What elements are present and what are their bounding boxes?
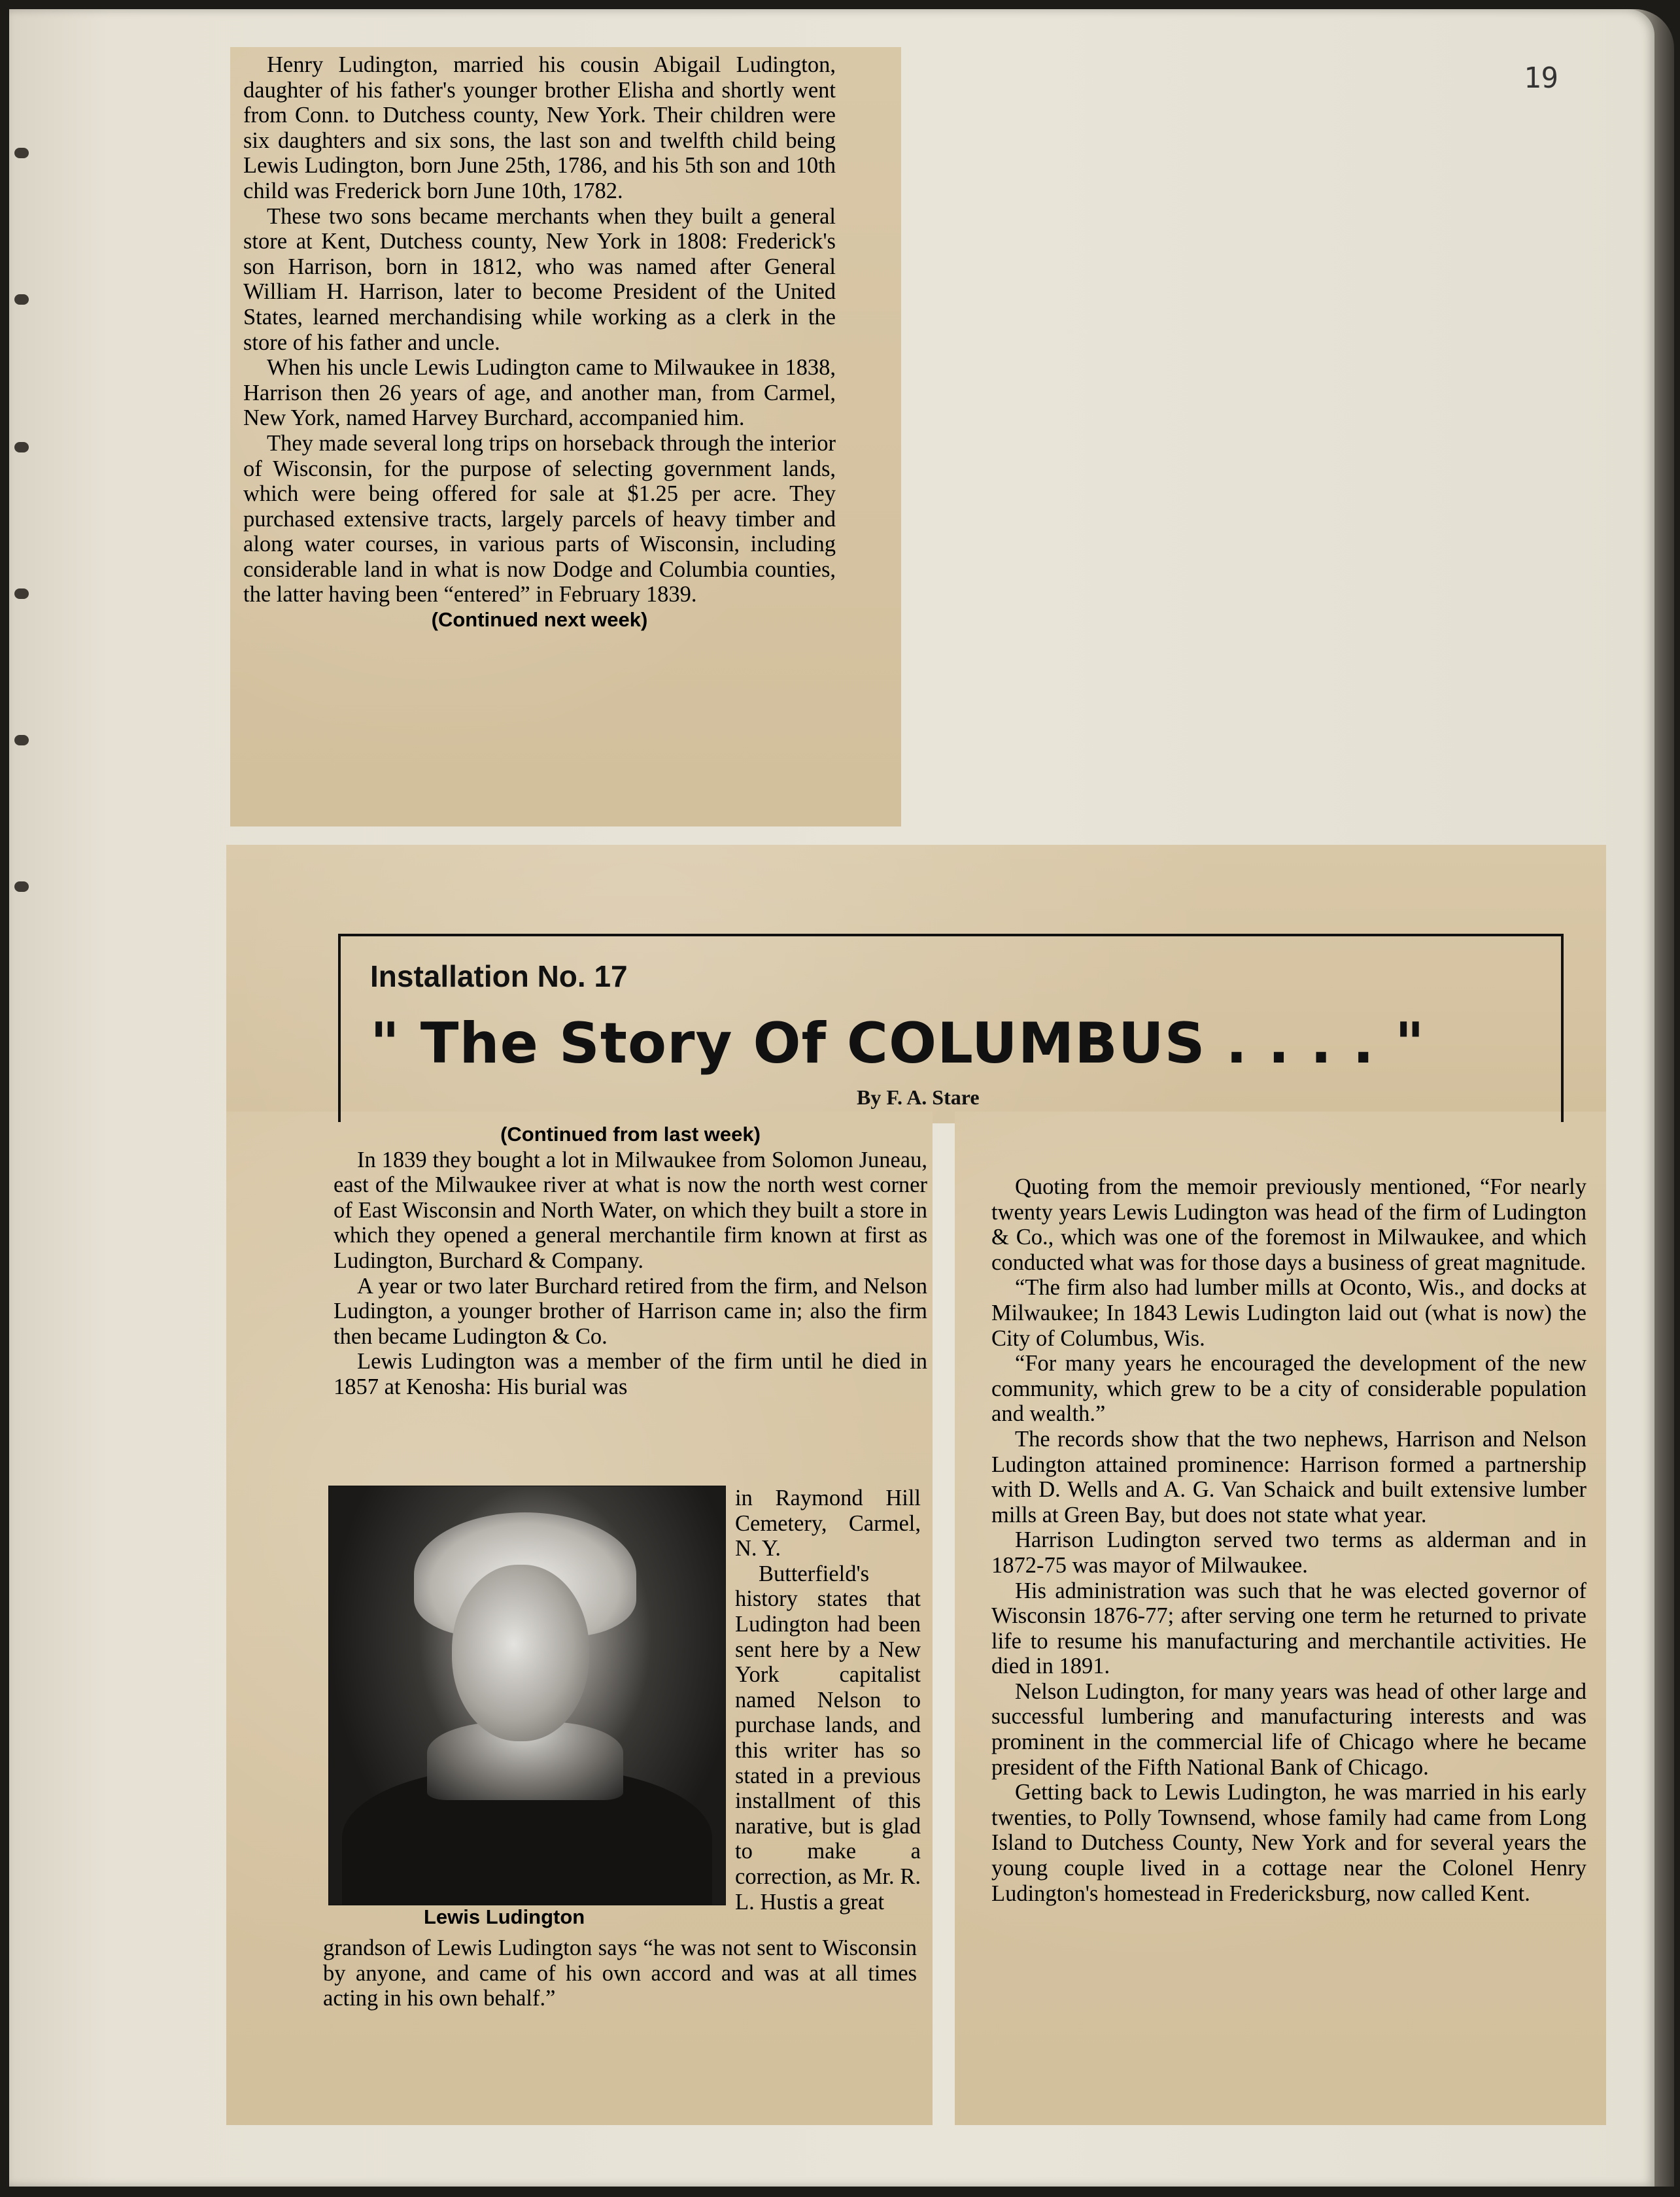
binding-hole [14, 588, 29, 599]
byline: By F. A. Stare [857, 1085, 980, 1109]
paragraph: grandson of Lewis Ludington says “he was not sent to Wisconsin by anyone, and came of his own accord and was at all times acting in his own behalf.” [323, 1935, 917, 2011]
clipping-2-right-text [991, 1174, 1586, 1906]
binding-hole [14, 735, 29, 745]
paragraph: in Raymond Hill Cemetery, Carmel, N. Y. [735, 1486, 921, 1561]
paragraph: Butterfield's history states that Ludington had been sent here by a New York capitalist named Nelson to purchase lands, and this writer has so stated in a previous installment of this narative, but is glad to make a correction, as Mr. R. L. Hustis a great [735, 1561, 921, 1915]
text-after-photo [323, 1935, 917, 2011]
clipping-2-left-text [334, 1122, 927, 1400]
binding-hole [14, 294, 29, 305]
headline: " The Story Of COLUMBUS . . . . " [370, 1011, 1425, 1076]
paragraph: They made several long trips on horseback through the interior of Wisconsin, for the purpose of selecting government lands, which were being offered for sale at $1.25 per acre. They purchased extensive tracts, largely parcels of heavy timber and along water courses, in various parts of Wisconsin, including considerable land in what is now Dodge and Columbia counties, the latter having been “entered” in February 1839. [243, 430, 836, 607]
clipping-1-text [243, 52, 836, 633]
paragraph: “The firm also had lumber mills at Oconto, Wis., and docks at Milwaukee; In 1843 Lewis Ludington laid out (what is now) the City of Columbus, Wis. [991, 1275, 1586, 1351]
binding-hole [14, 442, 29, 452]
paragraph: When his uncle Lewis Ludington came to Milwaukee in 1838, Harrison then 26 years of age, and another man, from Carmel, New York, named Harvey Burchard, accompanied him. [243, 355, 836, 431]
continued-from-last-week: (Continued from last week) [500, 1123, 761, 1146]
paragraph: Henry Ludington, married his cousin Abigail Ludington, daughter of his father's younger brother Elisha and shortly went from Conn. to Dutchess county, New York. Their children were six daughters and six sons, the last son and twelfth child being Lewis Ludington, born June 25th, 1786, and his 5th son and 10th child was Frederick born June 10th, 1782. [243, 52, 836, 203]
page-number: 19 [1524, 61, 1558, 95]
paragraph: Nelson Ludington, for many years was head of other large and successful lumbering and manufacturing interests and was prominent in the commercial life of Chicago where he became president of the Fifth National Bank of Chicago. [991, 1678, 1586, 1780]
paragraph: Harrison Ludington served two terms as alderman and in 1872-75 was mayor of Milwaukee. [991, 1527, 1586, 1578]
continued-next-week: (Continued next week) [431, 608, 648, 632]
installation-label: Installation No. 17 [370, 959, 628, 993]
paragraph: The records show that the two nephews, Harrison and Nelson Ludington attained prominence: Harrison formed a partnership with D. Wells and A. G. Van Schaick and built extensive lumber mills at Green Bay, but does not state what year. [991, 1426, 1586, 1527]
binding-hole [14, 148, 29, 158]
portrait-photo [328, 1486, 726, 1905]
paragraph: Getting back to Lewis Ludington, he was married in his early twenties, to Polly Townsend, whose family had came from Long Island to Dutchess County, New York and for several years the young couple lived in a cottage near the Colonel Henry Ludington's homestead in Fredericksburg, now called Kent. [991, 1780, 1586, 1906]
binding-hole [14, 881, 29, 892]
paragraph: “For many years he encouraged the development of the new community, which grew to be a city of considerable population and wealth.” [991, 1351, 1586, 1427]
paragraph: Quoting from the memoir previously mentioned, “For nearly twenty years Lewis Ludington was head of the firm of Ludington & Co., which was one of the foremost in Milwaukee, and which conducted what was for those days a business of great magnitude. [991, 1174, 1586, 1275]
paragraph: A year or two later Burchard retired from the firm, and Nelson Ludington, a younger brother of Harrison came in; also the firm then became Ludington & Co. [334, 1273, 927, 1349]
portrait-face [452, 1565, 589, 1741]
paragraph: His administration was such that he was elected governor of Wisconsin 1876-77; after serving one term he returned to private life to resume his manufacturing and merchantile activities. He died in 1891. [991, 1578, 1586, 1679]
text-beside-photo [735, 1486, 921, 1915]
paragraph: Lewis Ludington was a member of the firm until he died in 1857 at Kenosha: His burial was [334, 1349, 927, 1399]
paragraph: These two sons became merchants when they built a general store at Kent, Dutchess county, New York in 1808: Frederick's son Harrison, born in 1812, who was named after General William H. Harrison, later to become President of the United States, learned merchandising while working as a clerk in the store of his father and uncle. [243, 203, 836, 355]
photo-caption: Lewis Ludington [424, 1905, 585, 1928]
paragraph: In 1839 they bought a lot in Milwaukee from Solomon Juneau, east of the Milwaukee river at what is now the north west corner of East Wisconsin and North Water, on which they built a store in which they opened a general merchantile firm known at first as Ludington, Burchard & Company. [334, 1147, 927, 1273]
